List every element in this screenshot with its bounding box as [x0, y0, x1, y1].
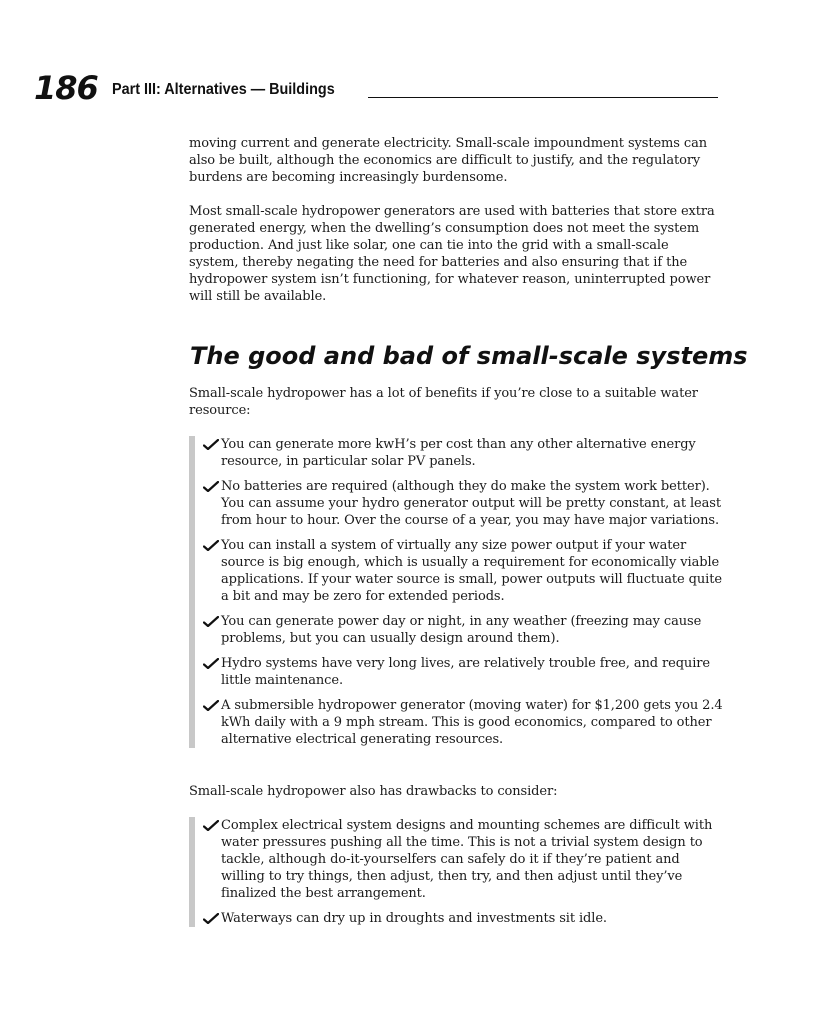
list-item — [195, 655, 723, 689]
benefits-intro-paragraph: Small-scale hydropower has a lot of benefits if you’re close to a suitable water resource: — [189, 386, 698, 418]
page-number: 186 — [34, 69, 98, 107]
batteries-paragraph: Most small-scale hydropower generators are used with batteries that store extra generated energy, when the dwelling’s consumption does not meet the system production. And just like solar, one can tie into the grid with a small-scale system, thereby negating the need for batteries and also ensuring that if the hydropower system isn’t functioning, for whatever reason, uninterrupted power will still be available. — [189, 204, 715, 304]
list-item — [195, 478, 723, 529]
checkmark-icon — [203, 700, 219, 711]
benefits-list — [189, 436, 723, 748]
running-head: Part III: Alternatives — Buildings — [112, 81, 335, 98]
list-item — [195, 817, 723, 902]
checkmark-icon — [203, 913, 219, 924]
list-item — [195, 910, 723, 927]
list-item-text: Hydro systems have very long lives, are relatively trouble free, and require little maintenance. — [221, 656, 710, 688]
list-item-text: A submersible hydropower generator (moving water) for $1,200 gets you 2.4 kWh daily with a 9 mph stream. This is good economics, compared to other alternative electrical generating resources. — [221, 698, 723, 747]
section-heading: The good and bad of small-scale systems — [190, 342, 748, 370]
page-header — [34, 70, 718, 106]
checkmark-icon — [203, 820, 219, 831]
list-item-text: Waterways can dry up in droughts and investments sit idle. — [221, 911, 607, 926]
list-item — [195, 613, 723, 647]
checkmark-icon — [203, 616, 219, 627]
checkmark-icon — [203, 481, 219, 492]
list-item-text: You can install a system of virtually any size power output if your water source is big enough, which is usually a requirement for economically viable applications. If your water source is small, power outputs will fluctuate quite a bit and may be zero for extended periods. — [221, 538, 722, 604]
list-item-text: Complex electrical system designs and mounting schemes are difficult with water pressures pushing all the time. This is not a trivial system design to tackle, although do-it-yourselfers can safely do it if they’re patient and willing to try things, then adjust, then try, and then adjust until they’ve finalized the best arrangement. — [221, 818, 713, 901]
list-item-text: You can generate power day or night, in any weather (freezing may cause problems, but you can usually design around them). — [221, 614, 702, 646]
header-rule — [368, 97, 718, 98]
list-item — [195, 697, 723, 748]
intro-continuation-paragraph: moving current and generate electricity. Small-scale impoundment systems can also be built, although the economics are difficult to justify, and the regulatory burdens are becoming increasingly burdensome. — [189, 136, 707, 185]
list-item — [195, 436, 723, 470]
checkmark-icon — [203, 658, 219, 669]
drawbacks-list — [189, 817, 723, 927]
list-item — [195, 537, 723, 605]
list-item-text: No batteries are required (although they do make the system work better). You can assume your hydro generator output will be pretty constant, at least from hour to hour. Over the course of a year, you may have major variations. — [221, 479, 721, 528]
checkmark-icon — [203, 540, 219, 551]
checkmark-icon — [203, 439, 219, 450]
drawbacks-intro-paragraph: Small-scale hydropower also has drawbacks to consider: — [189, 784, 558, 799]
list-item-text: You can generate more kwH’s per cost than any other alternative energy resource, in particular solar PV panels. — [221, 437, 696, 469]
